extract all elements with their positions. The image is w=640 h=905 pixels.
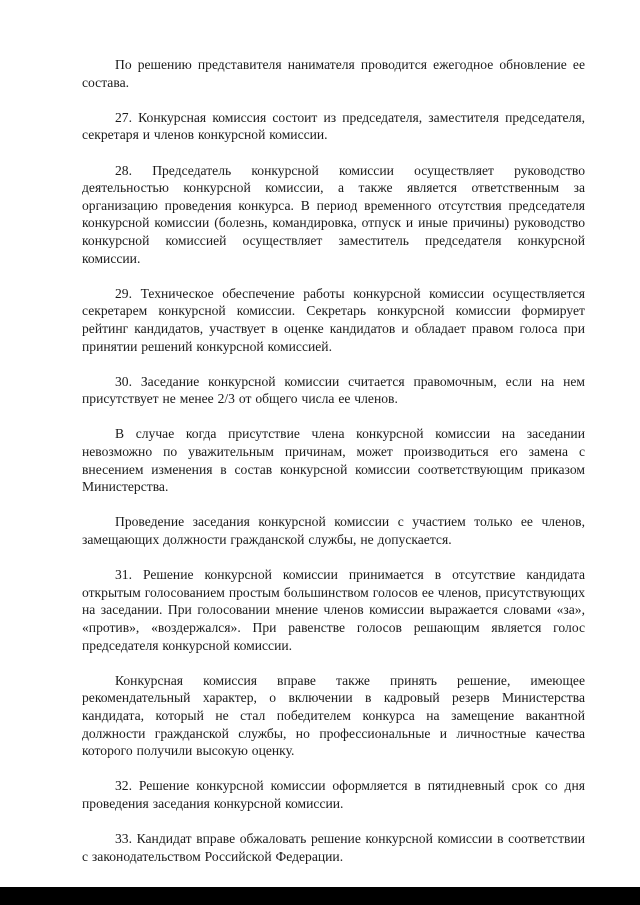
paragraph-31-voting: 31. Решение конкурсной комиссии принимается в отсутствие кандидата открытым голосованием простым большинством голосов ее членов, присутствующих на заседании. При голосовании мнение членов комиссии выражается словами «за», «против», «воздержался». При равенстве голосов решающим является голос председателя конкурсной комиссии. xyxy=(82,567,585,653)
paragraph-29-technical-support: 29. Техническое обеспечение работы конкурсной комиссии осуществляется секретарем конкурсной комиссии. Секретарь конкурсной комиссии формирует рейтинг кандидатов, участвует в оценке кандидатов и обладает правом голоса при принятии решений конкурсной комиссией. xyxy=(82,285,585,354)
paragraph-28-chairman: 28. Председатель конкурсной комиссии осуществляет руководство деятельностью конкурсной комиссии, а также является ответственным за организацию проведения конкурса. В период временного отсутствия председателя конкурсной комиссии (болезнь, командировка, отпуск и иные причины) руководство конкурсной комиссией осуществляет заместитель председателя конкурсной комиссии. xyxy=(82,162,585,266)
paragraph-reserve-recommendation: Конкурсная комиссия вправе также принять решение, имеющее рекомендательный характер, о включении в кадровый резерв Министерства кандидата, который не стал победителем конкурса на замещение вакантной должности гражданской службы, но профессиональные и личностные качества которого получили высокую оценку. xyxy=(82,672,585,759)
paragraph-33-appeal: 33. Кандидат вправе обжаловать решение конкурсной комиссии в соответствии с законодательством Российской Федерации. xyxy=(82,831,585,864)
scan-bottom-border xyxy=(0,887,640,905)
paragraph-32-decision-deadline: 32. Решение конкурсной комиссии оформляется в пятидневный срок со дня проведения заседания конкурсной комиссии. xyxy=(82,778,585,811)
paragraph-member-replacement: В случае когда присутствие члена конкурсной комиссии на заседании невозможно по уважительным причинам, может производиться его замена с внесением изменения в состав конкурсной комиссии соответствующим приказом Министерства. xyxy=(82,426,585,495)
paragraph-meeting-restriction: Проведение заседания конкурсной комиссии с участием только ее членов, замещающих должности гражданской службы, не допускается. xyxy=(82,514,585,548)
paragraph-27-composition: 27. Конкурсная комиссия состоит из председателя, заместителя председателя, секретаря и членов конкурсной комиссии. xyxy=(82,109,585,143)
document-body xyxy=(82,56,585,883)
paragraph-30-quorum: 30. Заседание конкурсной комиссии считается правомочным, если на нем присутствует не менее 2/3 от общего числа ее членов. xyxy=(82,373,585,407)
paragraph-commission-renewal: По решению представителя нанимателя проводится ежегодное обновление ее состава. xyxy=(82,57,585,90)
